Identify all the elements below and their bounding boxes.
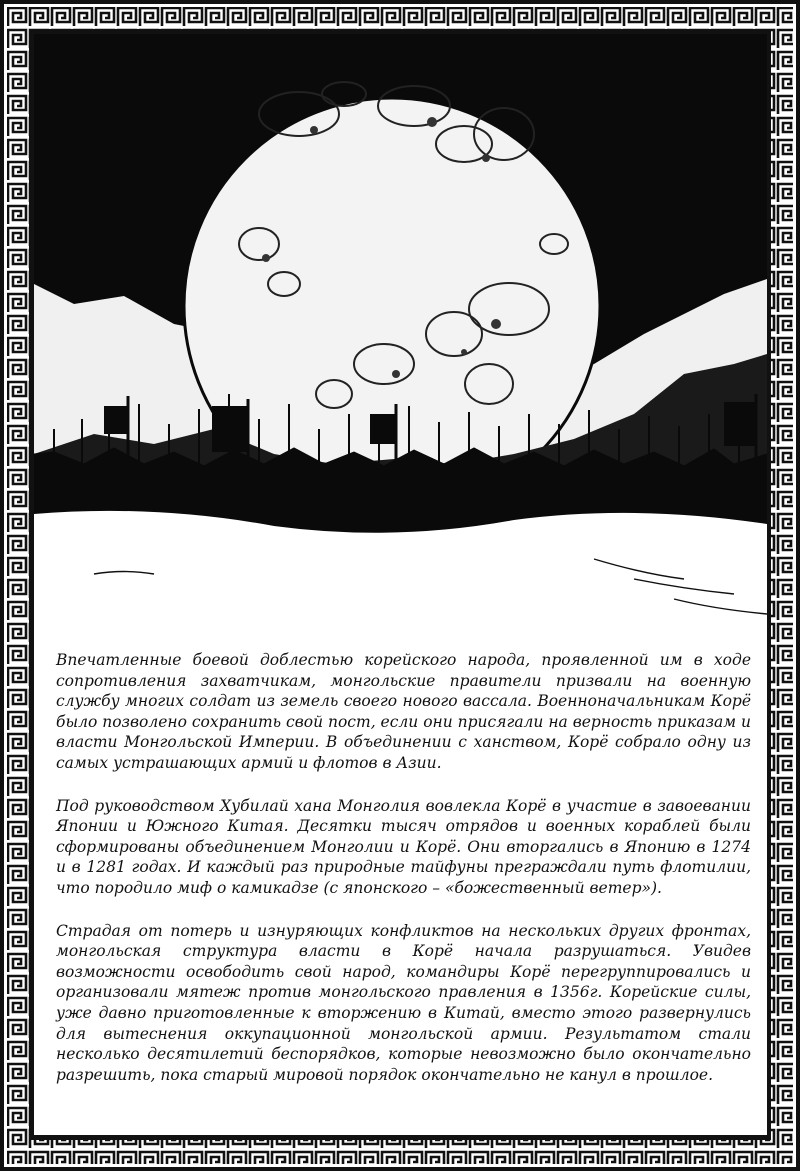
narrative-text [56, 650, 751, 1107]
paragraph-2: Под руководством Хубилай хана Монголия вовлекла Корё в участие в завоевании Японии и Южного Китая. Десятки тысяч отрядов и военных кораблей были сформированы объединением Монголии и Корё. Они вторгались в Японию в 1274 и в 1281 годах. И каждый раз природные тайфуны преграждали путь флотилии, что породило миф о камикадзе (с японского – «божественный ветер»). [56, 796, 751, 897]
moon-over-army-illustration [34, 34, 767, 634]
paragraph-3: Страдая от потерь и изнуряющих конфликтов на нескольких других фронтах, монгольская структура власти в Корё начала разрушаться. Увидев возможности освободить свой народ, командиры Корё перегруппировались и организовали мятеж против монгольского правления в 1356г. Корейские силы, уже давно приготовленные к вторжению в Китай, вместо этого развернулись для вытеснения оккупационной монгольской армии. Результатом стали несколько десятилетий беспорядков, которые невозможно было окончательно разрешить, пока старый мировой порядок окончательно не канул в прошлое. [56, 921, 751, 1084]
story-panel [34, 34, 767, 1135]
paragraph-1: Впечатленные боевой доблестью корейского народа, проявленной им в ходе сопротивления захватчикам, монгольские правители призвали на военную службу многих солдат из земель своего нового вассала. Военноначальникам Корё было позволено сохранить свой пост, если они присягали на верность приказам и власти Монгольской Империи. В объединении с ханством, Корё собрало одну из самых устрашающих армий и флотов в Азии. [56, 651, 751, 772]
